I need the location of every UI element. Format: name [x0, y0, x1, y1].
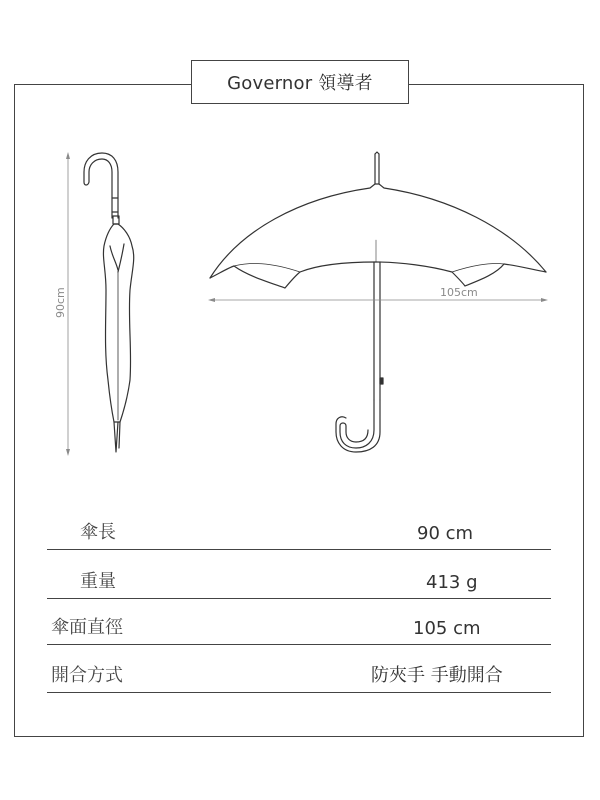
divider: [47, 598, 551, 599]
divider: [47, 644, 551, 645]
height-dimension-label: 90cm: [54, 287, 67, 318]
spec-row-diameter: [47, 605, 551, 645]
spec-label: 開合方式: [51, 665, 123, 686]
divider: [47, 549, 551, 550]
spec-label: 傘面直徑: [51, 617, 123, 638]
spec-value: 105 cm: [413, 618, 481, 639]
spec-value: 413 g: [426, 572, 478, 593]
spec-row-opening: [47, 653, 551, 693]
divider: [47, 692, 551, 693]
spec-row-length: [47, 510, 551, 550]
open-umbrella-drawing: [210, 152, 546, 452]
spec-row-weight: [47, 559, 551, 599]
spec-value: 防夾手 手動開合: [371, 665, 503, 686]
spec-label: 傘長: [80, 522, 116, 543]
diameter-dimension-label: 105cm: [440, 286, 478, 299]
product-title: Governor 領導者: [191, 60, 409, 104]
spec-value: 90 cm: [417, 523, 474, 544]
diameter-dimension: [208, 298, 548, 302]
closed-umbrella-drawing: [84, 153, 134, 452]
spec-label: 重量: [80, 571, 116, 592]
